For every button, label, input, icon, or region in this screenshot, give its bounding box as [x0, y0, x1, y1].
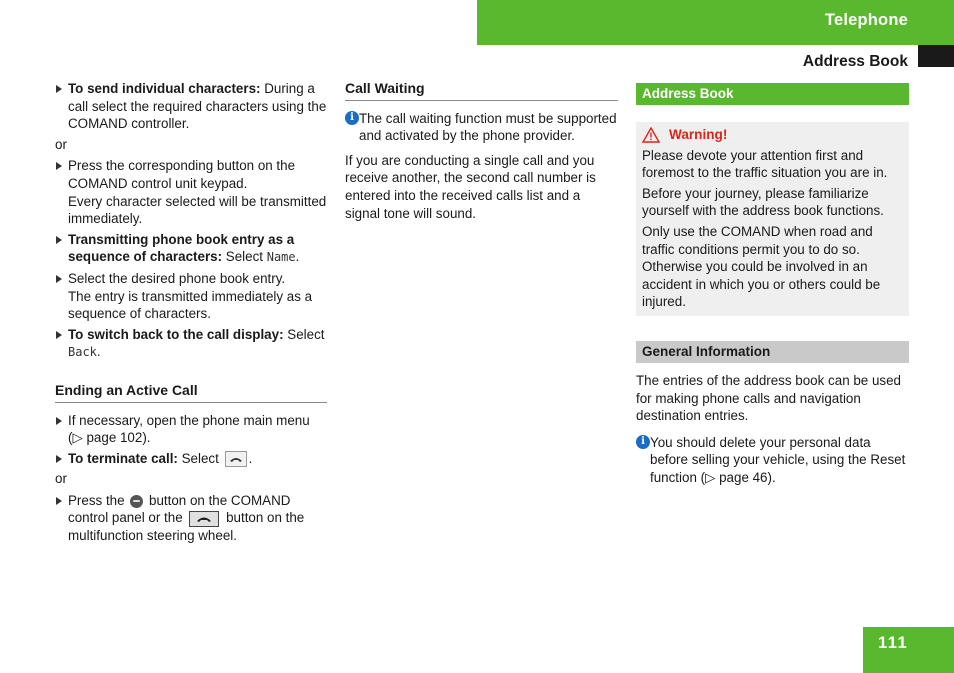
column-left: [55, 80, 327, 548]
heading-general-information: General Information: [636, 341, 909, 363]
info-icon: i: [636, 435, 650, 449]
warning-paragraph-3: Only use the COMAND when road and traffic conditions permit you to do so. Otherwise you could be involved in an accident in which you or others could be injured.: [642, 223, 881, 310]
steering-wheel-hangup-icon: [189, 511, 219, 527]
step-press-keypad: Press the corresponding button on the COMAND control unit keypad. Every character selected will be transmitted immediately.: [55, 157, 327, 227]
info-icon: i: [345, 111, 359, 125]
warning-box: [636, 122, 909, 316]
step-open-phone-menu: If necessary, open the phone main menu (▷ page 102).: [55, 412, 327, 447]
warning-paragraph-2: Before your journey, please familiarize yourself with the address book functions.: [642, 185, 884, 219]
menu-item-name: Name: [266, 250, 296, 265]
heading-ending-call: Ending an Active Call: [55, 382, 327, 403]
section-title: Telephone: [824, 11, 908, 29]
step-transmit-phonebook-entry: Transmitting phone book entry as a sequence of characters: Select Name.: [55, 231, 327, 267]
or-separator: or: [55, 136, 67, 152]
end-call-icon: [225, 451, 247, 467]
step-press-hangup-button: Press the button on the COMAND control panel or the button on the multifunction steering wheel.: [55, 492, 327, 545]
step-terminate-call: To terminate call: Select .: [55, 450, 327, 468]
header-bar: [477, 0, 954, 45]
general-info-body: The entries of the address book can be used for making phone calls and navigation destination entries.: [636, 372, 902, 424]
step-select-entry: Select the desired phone book entry. The entry is transmitted immediately as a sequence of characters.: [55, 270, 327, 323]
step-switch-back: To switch back to the call display: Select Back.: [55, 326, 327, 362]
step-send-characters: To send individual characters: During a call select the required characters using the COMAND controller.: [55, 80, 327, 133]
call-waiting-body: If you are conducting a single call and you receive another, the second call number is entered into the received calls list and a signal tone will sound.: [345, 152, 596, 221]
page-number: 111: [878, 634, 909, 652]
subsection-title: Address Book: [802, 53, 908, 70]
warning-paragraph-1: Please devote your attention first and foremost to the traffic situation you are in.: [642, 147, 888, 181]
heading-call-waiting: Call Waiting: [345, 80, 618, 101]
heading-address-book: Address Book: [636, 83, 909, 105]
menu-item-back: Back: [68, 345, 97, 360]
page-number-box: [863, 627, 954, 673]
column-middle: [345, 80, 618, 222]
warning-triangle-icon: [642, 127, 660, 143]
section-tab-marker: [918, 45, 954, 67]
column-right: [636, 83, 909, 487]
info-note-delete-data: i You should delete your personal data before selling your vehicle, using the Reset function (▷ page 46).: [636, 434, 909, 487]
or-separator-2: or: [55, 471, 67, 487]
info-note-call-waiting: i The call waiting function must be supported and activated by the phone provider.: [345, 110, 618, 145]
warning-title: Warning!: [642, 126, 903, 144]
end-call-button-icon: [130, 495, 143, 508]
